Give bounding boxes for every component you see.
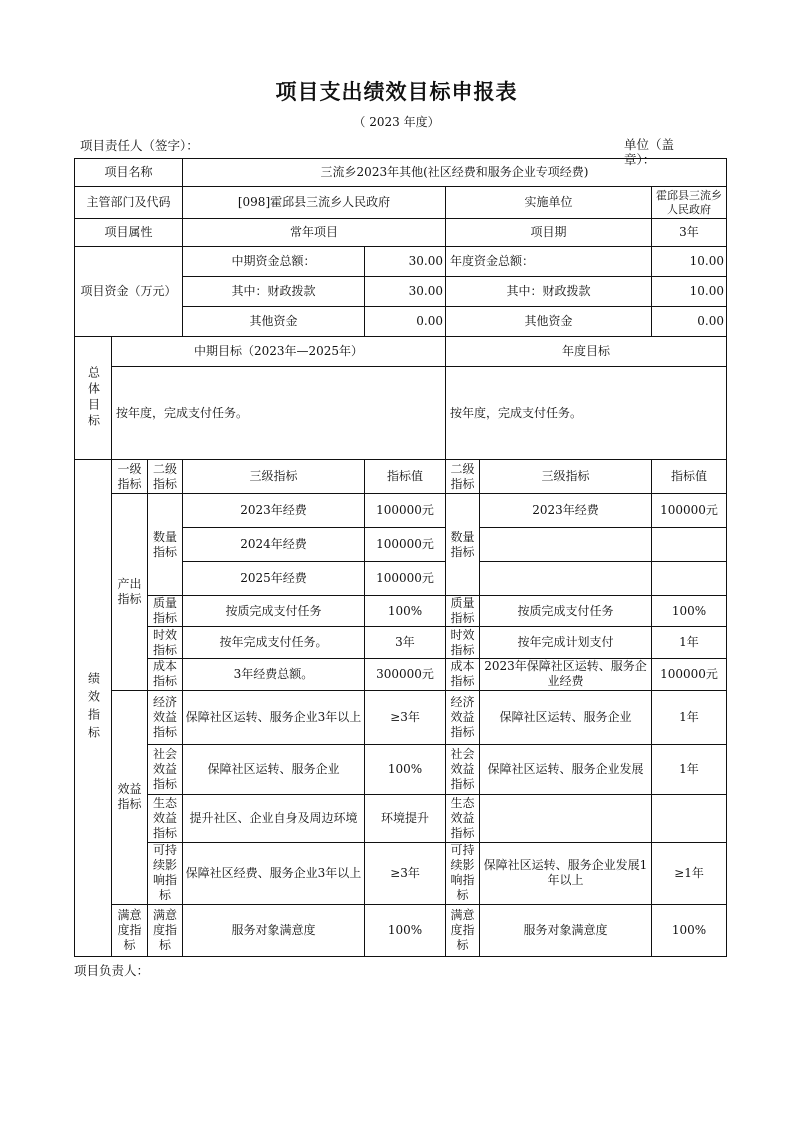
- year-other-label: 其他资金: [446, 307, 652, 337]
- eco-year-name: [480, 794, 652, 842]
- satisfaction-sub-label: 满意度指标: [148, 904, 183, 956]
- cost-year-name: 2023年保障社区运转、服务企业经费: [480, 658, 652, 690]
- social-mid-name: 保障社区运转、服务企业: [183, 744, 365, 794]
- mid-fiscal-value: 30.00: [365, 277, 446, 307]
- quantity-mid-1-name: 2023年经费: [183, 494, 365, 528]
- year-fiscal-value: 10.00: [652, 277, 727, 307]
- time-label: 时效指标: [148, 627, 183, 658]
- year-goal-header: 年度目标: [446, 337, 727, 367]
- impl-unit-value: 霍邱县三流乡人民政府: [652, 187, 727, 219]
- time-year-name: 按年完成计划支付: [480, 627, 652, 658]
- output-indicators-label: 产出指标: [112, 494, 148, 690]
- quality-mid-name: 按质完成支付任务: [183, 596, 365, 627]
- mid-goal-header: 中期目标（2023年—2025年）: [112, 337, 446, 367]
- econ-mid-value: ≥3年: [365, 690, 446, 744]
- period-value: 3年: [652, 219, 727, 247]
- quality-label: 质量指标: [148, 596, 183, 627]
- eco-year-value: [652, 794, 727, 842]
- header-value: 指标值: [365, 460, 446, 494]
- eco-label: 生态效益指标: [148, 794, 183, 842]
- sustain-mid-name: 保障社区经费、服务企业3年以上: [183, 842, 365, 904]
- satisfaction-label: 满意度指标: [112, 904, 148, 956]
- eco-mid-name: 提升社区、企业自身及周边环境: [183, 794, 365, 842]
- period-label: 项目期: [446, 219, 652, 247]
- quantity-label: 数量指标: [148, 494, 183, 596]
- quantity-mid-3-value: 100000元: [365, 562, 446, 596]
- header-level3: 三级指标: [183, 460, 365, 494]
- project-name-value: 三流乡2023年其他(社区经费和服务企业专项经费): [183, 159, 727, 187]
- header-level2: 二级指标: [148, 460, 183, 494]
- time-year-value: 1年: [652, 627, 727, 658]
- quality-year-label: 质量指标: [446, 596, 480, 627]
- quality-year-name: 按质完成支付任务: [480, 596, 652, 627]
- econ-year-name: 保障社区运转、服务企业: [480, 690, 652, 744]
- year-other-value: 0.00: [652, 307, 727, 337]
- eco-mid-value: 环境提升: [365, 794, 446, 842]
- header-value-year: 指标值: [652, 460, 727, 494]
- perf-indicators-label: 绩效指标: [75, 460, 112, 957]
- quantity-year-label: 数量指标: [446, 494, 480, 596]
- satisfaction-year-name: 服务对象满意度: [480, 904, 652, 956]
- quantity-mid-2-name: 2024年经费: [183, 528, 365, 562]
- year-total-label: 年度资金总额：: [446, 247, 652, 277]
- cost-mid-name: 3年经费总额。: [183, 658, 365, 690]
- quantity-mid-2-value: 100000元: [365, 528, 446, 562]
- cost-label: 成本指标: [148, 658, 183, 690]
- year-total-value: 10.00: [652, 247, 727, 277]
- project-leader-label: 项目负责人：: [74, 963, 150, 978]
- social-label: 社会效益指标: [148, 744, 183, 794]
- unit-seal-label: 单位（盖: [624, 137, 675, 152]
- econ-year-value: 1年: [652, 690, 727, 744]
- econ-mid-name: 保障社区运转、服务企业3年以上: [183, 690, 365, 744]
- sustain-label: 可持续影响指标: [148, 842, 183, 904]
- funds-label: 项目资金（万元）: [75, 247, 183, 337]
- mid-total-label: 中期资金总额：: [183, 247, 365, 277]
- mid-total-value: 30.00: [365, 247, 446, 277]
- dept-value: [098]霍邱县三流乡人民政府: [183, 187, 446, 219]
- quality-year-value: 100%: [652, 596, 727, 627]
- quantity-mid-1-value: 100000元: [365, 494, 446, 528]
- time-mid-name: 按年完成支付任务。: [183, 627, 365, 658]
- sustain-year-label: 可持续影响指标: [446, 842, 480, 904]
- mid-other-value: 0.00: [365, 307, 446, 337]
- unit-seal-label-cont: 章）：: [624, 152, 656, 167]
- satisfaction-year-value: 100%: [652, 904, 727, 956]
- eco-year-label: 生态效益指标: [446, 794, 480, 842]
- quantity-year-2-name: [480, 528, 652, 562]
- cost-mid-value: 300000元: [365, 658, 446, 690]
- attr-value: 常年项目: [183, 219, 446, 247]
- sustain-year-value: ≥1年: [652, 842, 727, 904]
- responsible-person-label: 项目责任人（签字）：: [80, 138, 199, 153]
- header-level3-year: 三级指标: [480, 460, 652, 494]
- header-level1: 一级指标: [112, 460, 148, 494]
- time-mid-value: 3年: [365, 627, 446, 658]
- social-year-label: 社会效益指标: [446, 744, 480, 794]
- mid-other-label: 其他资金: [183, 307, 365, 337]
- social-year-name: 保障社区运转、服务企业发展: [480, 744, 652, 794]
- page-title: 项目支出绩效目标申报表: [275, 80, 518, 104]
- satisfaction-mid-name: 服务对象满意度: [183, 904, 365, 956]
- attr-label: 项目属性: [75, 219, 183, 247]
- cost-year-label: 成本指标: [446, 658, 480, 690]
- impl-unit-label: 实施单位: [446, 187, 652, 219]
- econ-year-label: 经济效益指标: [446, 690, 480, 744]
- year-fiscal-label: 其中：财政拨款: [446, 277, 652, 307]
- sustain-mid-value: ≥3年: [365, 842, 446, 904]
- benefit-indicators-label: 效益指标: [112, 690, 148, 904]
- quantity-year-3-name: [480, 562, 652, 596]
- performance-target-form: [74, 158, 727, 957]
- quantity-year-1-value: 100000元: [652, 494, 727, 528]
- social-year-value: 1年: [652, 744, 727, 794]
- quantity-mid-3-name: 2025年经费: [183, 562, 365, 596]
- quality-mid-value: 100%: [365, 596, 446, 627]
- mid-goal-text: 按年度，完成支付任务。: [112, 367, 446, 460]
- satisfaction-year-label: 满意度指标: [446, 904, 480, 956]
- fiscal-year: （ 2023 年度）: [353, 115, 440, 129]
- cost-year-value: 100000元: [652, 658, 727, 690]
- econ-label: 经济效益指标: [148, 690, 183, 744]
- header-level2-year: 二级指标: [446, 460, 480, 494]
- overall-goals-label: 总体目标: [75, 337, 112, 460]
- time-year-label: 时效指标: [446, 627, 480, 658]
- quantity-year-2-value: [652, 528, 727, 562]
- project-name-label: 项目名称: [75, 159, 183, 187]
- quantity-year-3-value: [652, 562, 727, 596]
- social-mid-value: 100%: [365, 744, 446, 794]
- quantity-year-1-name: 2023年经费: [480, 494, 652, 528]
- sustain-year-name: 保障社区运转、服务企业发展1年以上: [480, 842, 652, 904]
- satisfaction-mid-value: 100%: [365, 904, 446, 956]
- dept-label: 主管部门及代码: [75, 187, 183, 219]
- mid-fiscal-label: 其中：财政拨款: [183, 277, 365, 307]
- year-goal-text: 按年度，完成支付任务。: [446, 367, 727, 460]
